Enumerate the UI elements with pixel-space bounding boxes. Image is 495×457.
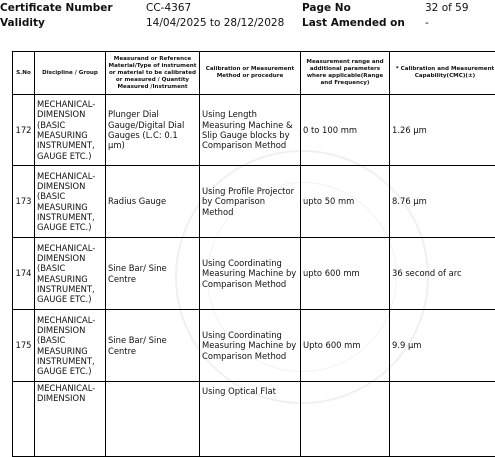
cell-method: Using Coordinating Measuring Machine by Comparison Method [200,310,301,382]
cell-measurand: Plunger Dial Gauge/Digital Dial Gauges (L.C: 0.1 µm) [106,95,200,166]
cell-range: 0 to 100 mm [301,95,390,166]
table-row [13,238,495,310]
col-header-measurand: Measurand or Reference Material/Type of instrument or material to be calibrated or measured / Quantity Measured /Instrument [106,52,200,95]
scope-table [12,51,495,457]
cell-sno: 174 [13,238,35,310]
certificate-number-value: CC-4367 [146,2,191,15]
cell-measurand: Sine Bar/ Sine Centre [106,310,200,382]
cell-measurand [106,382,200,457]
cell-range: upto 600 mm [301,238,390,310]
table-row [13,382,495,457]
col-header-discipline: Discipline / Group [35,52,106,95]
validity-label: Validity [0,17,45,30]
cell-method: Using Coordinating Measuring Machine by Comparison Method [200,238,301,310]
cell-sno: 172 [13,95,35,166]
cell-method: Using Length Measuring Machine & Slip Gauge blocks by Comparison Method [200,95,301,166]
cell-sno: 173 [13,166,35,238]
cell-discipline: MECHANICAL- DIMENSION (BASIC MEASURING INSTRUMENT, GAUGE ETC.) [35,238,106,310]
table-row [13,310,495,382]
col-header-range: Measurement range and additional parameters where applicable(Range and Frequency) [301,52,390,95]
cell-range [301,382,390,457]
validity-value: 14/04/2025 to 28/12/2028 [146,17,284,30]
col-header-method: Calibration or Measurement Method or procedure [200,52,301,95]
col-header-cmc: * Calibration and Measurement Capability(CMC)(±) [390,52,495,95]
certificate-number-label: Certificate Number [0,2,113,15]
cell-discipline: MECHANICAL- DIMENSION (BASIC MEASURING INSTRUMENT, GAUGE ETC.) [35,95,106,166]
cell-cmc [390,382,495,457]
cell-discipline: MECHANICAL- DIMENSION (BASIC MEASURING INSTRUMENT, GAUGE ETC.) [35,310,106,382]
cell-discipline: MECHANICAL- DIMENSION [35,382,106,457]
cell-cmc: 36 second of arc [390,238,495,310]
cell-sno: 175 [13,310,35,382]
cell-discipline: MECHANICAL- DIMENSION (BASIC MEASURING INSTRUMENT, GAUGE ETC.) [35,166,106,238]
last-amended-value: - [425,17,429,30]
col-header-sno: S.No [13,52,35,95]
cell-measurand: Radius Gauge [106,166,200,238]
cell-cmc: 9.9 µm [390,310,495,382]
table-header-row [13,52,495,95]
cell-measurand: Sine Bar/ Sine Centre [106,238,200,310]
page-no-label: Page No [302,2,351,15]
cell-method: Using Profile Projector by Comparison Method [200,166,301,238]
last-amended-label: Last Amended on [302,17,405,30]
cell-range: Upto 600 mm [301,310,390,382]
cell-sno [13,382,35,457]
table-row [13,95,495,166]
cell-range: upto 50 mm [301,166,390,238]
table-row [13,166,495,238]
cell-method: Using Optical Flat [200,382,301,457]
cell-cmc: 8.76 µm [390,166,495,238]
cell-cmc: 1.26 µm [390,95,495,166]
page-no-value: 32 of 59 [425,2,469,15]
